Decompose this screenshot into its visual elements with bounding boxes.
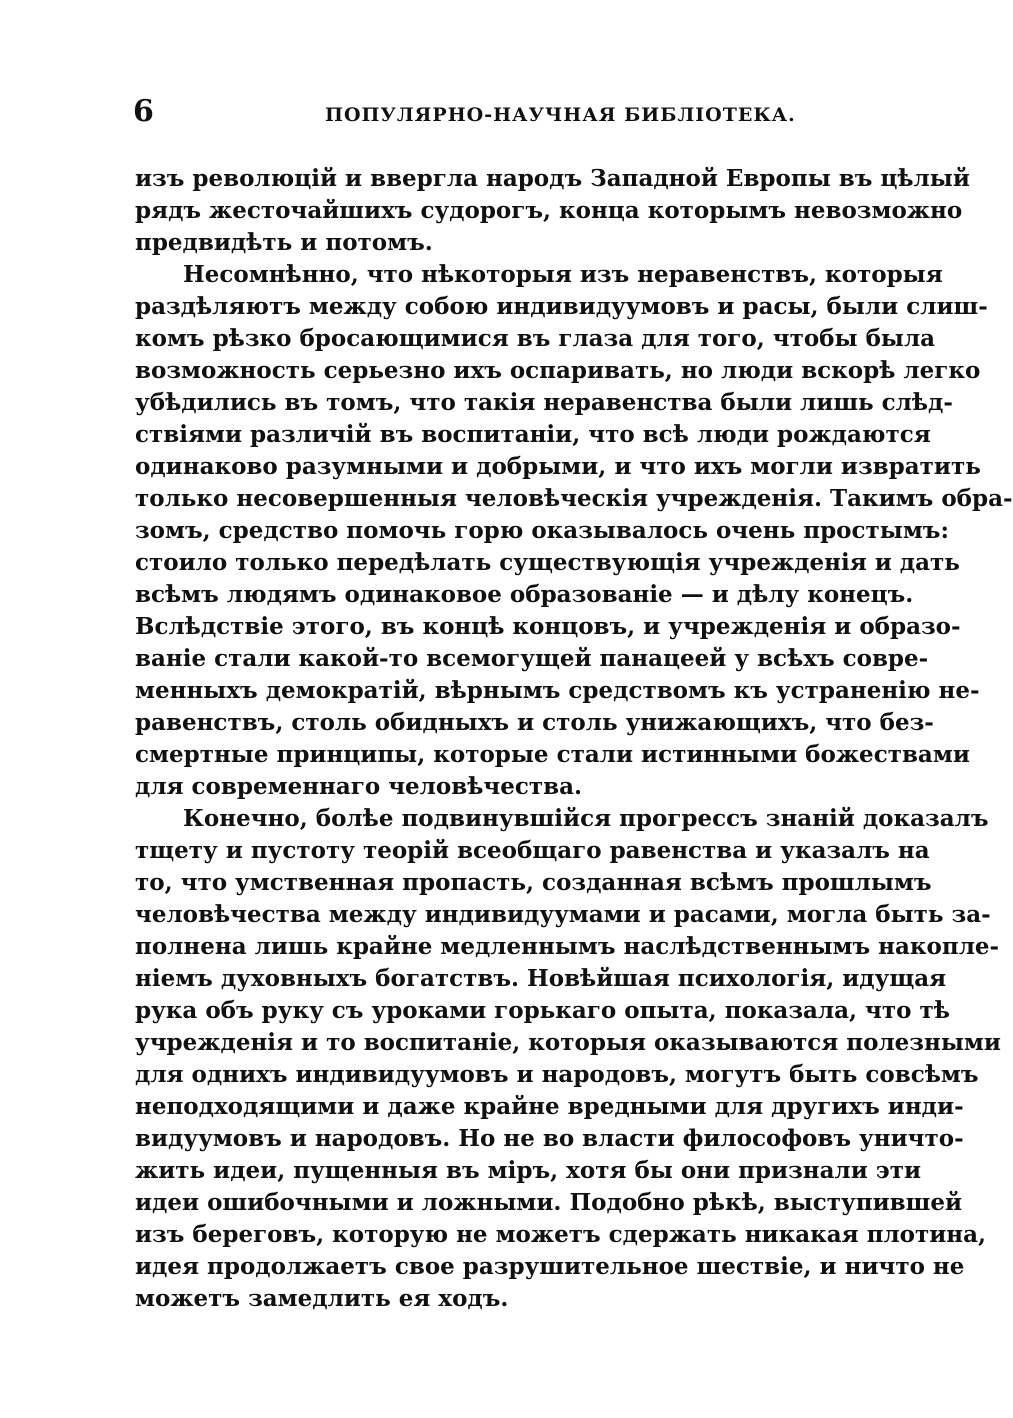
text-line: жить идеи, пущенныя въ міръ, хотя бы они признали эти: [135, 1157, 922, 1184]
text-line: полнена лишь крайне медленнымъ наслѣдственнымъ накопле-: [135, 933, 1000, 960]
text-line: рука объ руку съ уроками горькаго опыта, показала, что тѣ: [135, 997, 950, 1024]
text-line: ніемъ духовныхъ богатствъ. Новѣйшая психологія, идущая: [135, 965, 947, 992]
text-line: предвидѣть и потомъ.: [135, 229, 433, 256]
text-line: Вслѣдствіе этого, въ концѣ концовъ, и учрежденія и образо-: [135, 613, 961, 640]
text-line: всѣмъ людямъ одинаковое образованіе — и дѣлу конецъ.: [135, 581, 914, 608]
text-line: для однихъ индивидуумовъ и народовъ, могутъ быть совсѣмъ: [135, 1061, 979, 1088]
text-line: неподходящими и даже крайне вредными для другихъ инди-: [135, 1093, 964, 1120]
text-line: видуумовъ и народовъ. Но не во власти философовъ уничто-: [135, 1125, 964, 1152]
paragraph: [135, 803, 1001, 1315]
text-line: только несовершенныя человѣческія учрежденія. Такимъ обра-: [135, 485, 1013, 512]
text-line: ваніе стали какой-то всемогущей панацеей у всѣхъ совре-: [135, 645, 929, 672]
text-line: тщету и пустоту теорій всеобщаго равенства и указалъ на: [135, 837, 930, 864]
text-line: человѣчества между индивидуумами и расами, могла быть за-: [135, 901, 991, 928]
text-line: возможность серьезно ихъ оспаривать, но люди вскорѣ легко: [135, 357, 981, 384]
body-text: [135, 163, 1013, 1315]
text-line: смертные принципы, которые стали истинными божествами: [135, 741, 970, 768]
text-line: Конечно, болѣе подвинувшійся прогрессъ знаній доказалъ: [183, 805, 989, 832]
paragraph: [135, 259, 1013, 803]
text-line: идея продолжаетъ свое разрушительное шествіе, и ничто не: [135, 1253, 965, 1280]
text-line: учрежденія и то воспитаніе, которыя оказываются полезными: [135, 1029, 1001, 1056]
text-line: ствіями различій въ воспитаніи, что всѣ люди рождаются: [135, 421, 931, 448]
text-line: изъ революцій и ввергла народъ Западной Европы въ цѣлый: [135, 165, 970, 192]
text-line: зомъ, средство помочь горю оказывалось очень простымъ:: [135, 517, 949, 544]
text-line: равенствъ, столь обидныхъ и столь унижающихъ, что без-: [135, 709, 934, 736]
text-line: то, что умственная пропасть, созданная всѣмъ прошлымъ: [135, 869, 932, 896]
text-line: можетъ замедлить ея ходъ.: [135, 1285, 509, 1312]
running-title: ПОПУЛЯРНО-НАУЧНАЯ БИБЛІОТЕКА.: [325, 104, 796, 126]
text-line: для современнаго человѣчества.: [135, 773, 583, 800]
text-line: одинаково разумными и добрыми, и что ихъ могли извратить: [135, 453, 981, 480]
text-line: стоило только передѣлать существующія учрежденія и дать: [135, 549, 960, 576]
page-number: 6: [133, 94, 154, 129]
text-line: идеи ошибочными и ложными. Подобно рѣкѣ, выступившей: [135, 1189, 963, 1216]
text-line: рядъ жесточайшихъ судорогъ, конца которымъ невозможно: [135, 197, 963, 224]
paragraph: [135, 163, 970, 259]
text-line: раздѣляютъ между собою индивидуумовъ и расы, были слиш-: [135, 293, 988, 320]
text-line: Несомнѣнно, что нѣкоторыя изъ неравенствъ, которыя: [183, 261, 943, 288]
text-line: менныхъ демократій, вѣрнымъ средствомъ къ устраненію не-: [135, 677, 980, 704]
text-line: комъ рѣзко бросающимися въ глаза для того, чтобы была: [135, 325, 936, 352]
text-line: изъ береговъ, которую не можетъ сдержать никакая плотина,: [135, 1221, 987, 1248]
text-line: убѣдились въ томъ, что такія неравенства были лишь слѣд-: [135, 389, 953, 416]
